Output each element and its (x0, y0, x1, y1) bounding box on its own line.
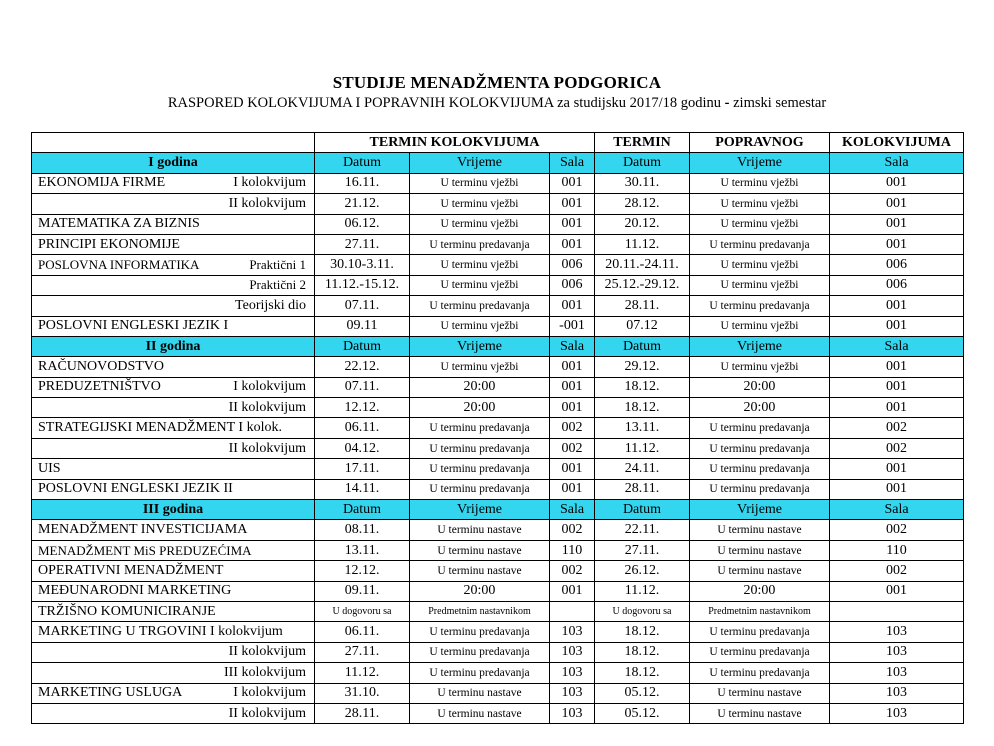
retake-date: U dogovoru sa (595, 601, 690, 621)
retake-time: U terminu predavanja (690, 663, 830, 683)
subject-cell-content (32, 297, 314, 315)
subject-cell-content (32, 215, 314, 233)
retake-date: 18.12. (595, 377, 690, 397)
table-row (32, 581, 964, 601)
retake-date: 27.11. (595, 540, 690, 560)
subject-name: STRATEGIJSKI MENADŽMENT I kolok. (38, 420, 282, 436)
table-row (32, 275, 964, 295)
subject-name: MARKETING U TRGOVINI I kolokvijum (38, 624, 283, 640)
exam-time: U terminu vježbi (410, 173, 550, 193)
subject-cell (32, 479, 315, 499)
subject-cell (32, 622, 315, 642)
retake-date: 28.11. (595, 296, 690, 316)
subject-cell-content (32, 256, 314, 274)
retake-date: 18.12. (595, 398, 690, 418)
exam-room: 001 (550, 296, 595, 316)
retake-room: 006 (830, 275, 964, 295)
retake-room: 103 (830, 642, 964, 662)
retake-date: 11.12. (595, 581, 690, 601)
exam-room: 001 (550, 459, 595, 479)
retake-room: 001 (830, 459, 964, 479)
column-header-vrijeme: Vrijeme (410, 153, 550, 173)
exam-room: 001 (550, 194, 595, 214)
exam-room: 002 (550, 520, 595, 540)
retake-room: 001 (830, 581, 964, 601)
retake-room: 103 (830, 683, 964, 703)
subject-cell (32, 214, 315, 234)
subject-cell-content (32, 542, 314, 560)
exam-date: 30.10-3.11. (315, 255, 410, 275)
column-header-vrijeme: Vrijeme (410, 336, 550, 356)
column-header-vrijeme: Vrijeme (690, 153, 830, 173)
column-header-datum: Datum (595, 153, 690, 173)
subject-name: PRINCIPI EKONOMIJE (38, 236, 180, 252)
exam-room: 001 (550, 377, 595, 397)
header-termin-kolokvijuma: TERMIN KOLOKVIJUMA (315, 133, 595, 153)
table-row (32, 357, 964, 377)
retake-time: U terminu vježbi (690, 194, 830, 214)
group-header-row (32, 336, 964, 356)
subject-name: POSLOVNI ENGLESKI JEZIK II (38, 481, 233, 497)
exam-time: U terminu nastave (410, 703, 550, 723)
exam-date: 06.12. (315, 214, 410, 234)
retake-date: 05.12. (595, 683, 690, 703)
retake-room: 001 (830, 316, 964, 336)
exam-room: 006 (550, 275, 595, 295)
retake-time: 20:00 (690, 581, 830, 601)
subject-cell (32, 683, 315, 703)
retake-time: U terminu predavanja (690, 234, 830, 254)
retake-date: 18.12. (595, 622, 690, 642)
exam-room: 001 (550, 234, 595, 254)
subject-cell-content (32, 195, 314, 213)
exam-time: U terminu vježbi (410, 214, 550, 234)
retake-room: 001 (830, 377, 964, 397)
table-row (32, 316, 964, 336)
exam-room: 006 (550, 255, 595, 275)
exam-date: 27.11. (315, 642, 410, 662)
retake-date: 28.12. (595, 194, 690, 214)
retake-time: U terminu predavanja (690, 479, 830, 499)
subject-cell (32, 418, 315, 438)
exam-time: 20:00 (410, 398, 550, 418)
retake-date: 30.11. (595, 173, 690, 193)
exam-time: U terminu vježbi (410, 255, 550, 275)
retake-room: 103 (830, 663, 964, 683)
subject-cell (32, 642, 315, 662)
retake-time: U terminu vježbi (690, 357, 830, 377)
subject-cell-content (32, 378, 314, 396)
exam-date: 27.11. (315, 234, 410, 254)
retake-time: U terminu predavanja (690, 418, 830, 438)
column-header-sala: Sala (550, 500, 595, 520)
subject-part: II kolokvijum (228, 644, 306, 660)
exam-date: 31.10. (315, 683, 410, 703)
table-row (32, 377, 964, 397)
exam-time: U terminu vježbi (410, 316, 550, 336)
exam-date: 13.11. (315, 540, 410, 560)
subject-name: MENADŽMENT MiS PREDUZEĆIMA (38, 542, 252, 558)
exam-time: U terminu predavanja (410, 438, 550, 458)
column-header-sala: Sala (830, 500, 964, 520)
exam-room (550, 601, 595, 621)
retake-date: 28.11. (595, 479, 690, 499)
exam-room: 103 (550, 703, 595, 723)
subject-cell (32, 520, 315, 540)
subject-cell-content (32, 603, 314, 621)
subject-cell-content (32, 705, 314, 723)
exam-time: U terminu predavanja (410, 622, 550, 642)
subject-name: MEĐUNARODNI MARKETING (38, 583, 232, 599)
exam-time: U terminu vježbi (410, 275, 550, 295)
header-kolokvijuma: KOLOKVIJUMA (830, 133, 964, 153)
exam-date: 06.11. (315, 622, 410, 642)
retake-time: U terminu nastave (690, 540, 830, 560)
retake-time: U terminu nastave (690, 683, 830, 703)
subject-cell-content (32, 460, 314, 478)
subject-part: II kolokvijum (228, 705, 306, 721)
subject-cell (32, 255, 315, 275)
subject-name: RAČUNOVODSTVO (38, 358, 165, 374)
retake-time: U terminu predavanja (690, 438, 830, 458)
exam-time: U terminu nastave (410, 520, 550, 540)
column-header-vrijeme: Vrijeme (410, 500, 550, 520)
subject-part: II kolokvijum (228, 440, 306, 456)
column-header-datum: Datum (595, 336, 690, 356)
retake-date: 18.12. (595, 663, 690, 683)
subject-name: TRŽIŠNO KOMUNICIRANJE (38, 603, 216, 619)
exam-time: 20:00 (410, 377, 550, 397)
table-row (32, 438, 964, 458)
exam-date: 14.11. (315, 479, 410, 499)
retake-room: 110 (830, 540, 964, 560)
exam-date: 12.12. (315, 561, 410, 581)
exam-date: 17.11. (315, 459, 410, 479)
retake-date: 11.12. (595, 438, 690, 458)
subject-cell (32, 561, 315, 581)
retake-room: 006 (830, 255, 964, 275)
table-row (32, 398, 964, 418)
column-header-datum: Datum (595, 500, 690, 520)
exam-date: 09.11. (315, 581, 410, 601)
table-header-top (32, 133, 964, 153)
exam-date: 21.12. (315, 194, 410, 214)
subject-cell (32, 173, 315, 193)
subject-cell-content (32, 664, 314, 682)
retake-time: U terminu nastave (690, 703, 830, 723)
retake-date: 22.11. (595, 520, 690, 540)
exam-date: 11.12.-15.12. (315, 275, 410, 295)
retake-time: U terminu predavanja (690, 459, 830, 479)
retake-time: 20:00 (690, 377, 830, 397)
table-row (32, 459, 964, 479)
retake-room: 103 (830, 622, 964, 642)
subtitle-main: RASPORED KOLOKVIJUMA I POPRAVNIH KOLOKVIJUMA za studijsku 2017/18 godinu (167, 95, 722, 111)
subject-cell-content (32, 684, 314, 702)
subject-name: MARKETING USLUGA (38, 685, 183, 701)
subtitle-separator: - (721, 95, 734, 111)
table-row (32, 296, 964, 316)
document-title: STUDIJE MENADŽMENTA PODGORICA (332, 73, 662, 92)
subject-cell (32, 234, 315, 254)
table-row (32, 194, 964, 214)
subject-cell (32, 377, 315, 397)
document-subtitle (0, 95, 994, 112)
retake-room: 001 (830, 194, 964, 214)
table-row (32, 622, 964, 642)
retake-time: U terminu vježbi (690, 255, 830, 275)
retake-room: 001 (830, 296, 964, 316)
exam-room: 001 (550, 214, 595, 234)
retake-room: 002 (830, 561, 964, 581)
exam-date: 12.12. (315, 398, 410, 418)
column-header-sala: Sala (830, 153, 964, 173)
retake-room: 001 (830, 479, 964, 499)
subject-cell (32, 398, 315, 418)
exam-time: 20:00 (410, 581, 550, 601)
exam-time: U terminu vježbi (410, 194, 550, 214)
retake-room: 002 (830, 520, 964, 540)
exam-date: 11.12. (315, 663, 410, 683)
retake-date: 29.12. (595, 357, 690, 377)
retake-time: 20:00 (690, 398, 830, 418)
exam-room: 001 (550, 398, 595, 418)
table-row (32, 255, 964, 275)
subject-cell (32, 601, 315, 621)
subject-name: MATEMATIKA ZA BIZNIS (38, 216, 200, 232)
exam-date: 09.11 (315, 316, 410, 336)
retake-room: 001 (830, 214, 964, 234)
subject-cell (32, 540, 315, 560)
retake-time: U terminu nastave (690, 561, 830, 581)
subject-part: I kolokvijum (233, 379, 306, 395)
subject-part: II kolokvijum (228, 195, 306, 211)
exam-time: U terminu predavanja (410, 418, 550, 438)
exam-date: 08.11. (315, 520, 410, 540)
retake-room: 002 (830, 418, 964, 438)
subject-cell-content (32, 521, 314, 539)
subject-name: POSLOVNI ENGLESKI JEZIK I (38, 318, 229, 334)
subject-cell (32, 275, 315, 295)
subject-cell-content (32, 276, 314, 294)
exam-time: U terminu predavanja (410, 459, 550, 479)
subject-cell-content (32, 562, 314, 580)
exam-room: 103 (550, 622, 595, 642)
retake-time: U terminu predavanja (690, 642, 830, 662)
exam-time: U terminu predavanja (410, 479, 550, 499)
retake-date: 20.11.-24.11. (595, 255, 690, 275)
retake-time: U terminu vježbi (690, 214, 830, 234)
subject-cell-content (32, 174, 314, 192)
table-row (32, 642, 964, 662)
group-label: II godina (32, 336, 315, 356)
retake-room: 001 (830, 398, 964, 418)
retake-room (830, 601, 964, 621)
table-row (32, 683, 964, 703)
subject-part: Praktični 2 (249, 277, 306, 293)
table-row (32, 173, 964, 193)
column-header-datum: Datum (315, 336, 410, 356)
exam-date: 06.11. (315, 418, 410, 438)
subject-name: UIS (38, 460, 61, 476)
exam-room: -001 (550, 316, 595, 336)
exam-room: 001 (550, 479, 595, 499)
retake-date: 18.12. (595, 642, 690, 662)
subject-cell-content (32, 358, 314, 376)
retake-date: 11.12. (595, 234, 690, 254)
group-label: I godina (32, 153, 315, 173)
exam-room: 110 (550, 540, 595, 560)
table-row (32, 561, 964, 581)
exam-date: 16.11. (315, 173, 410, 193)
subject-cell (32, 194, 315, 214)
exam-room: 002 (550, 561, 595, 581)
retake-time: Predmetnim nastavnikom (690, 601, 830, 621)
retake-time: U terminu vježbi (690, 173, 830, 193)
retake-time: U terminu predavanja (690, 622, 830, 642)
subject-cell-content (32, 643, 314, 661)
subject-cell-content (32, 440, 314, 458)
retake-time: U terminu predavanja (690, 296, 830, 316)
header-popravnog: POPRAVNOG (690, 133, 830, 153)
group-label: III godina (32, 500, 315, 520)
column-header-sala: Sala (830, 336, 964, 356)
exam-room: 001 (550, 173, 595, 193)
subject-name: PREDUZETNIŠTVO (38, 379, 161, 395)
exam-time: U terminu nastave (410, 683, 550, 703)
exam-date: 04.12. (315, 438, 410, 458)
exam-time: U terminu predavanja (410, 234, 550, 254)
table-row (32, 520, 964, 540)
table-row (32, 234, 964, 254)
table-row (32, 540, 964, 560)
exam-time: U terminu vježbi (410, 357, 550, 377)
exam-time: Predmetnim nastavnikom (410, 601, 550, 621)
subject-part: II kolokvijum (228, 399, 306, 415)
subject-part: Praktični 1 (249, 257, 306, 273)
table-row (32, 601, 964, 621)
exam-date: 07.11. (315, 377, 410, 397)
column-header-datum: Datum (315, 500, 410, 520)
exam-room: 103 (550, 642, 595, 662)
subject-cell (32, 316, 315, 336)
retake-date: 25.12.-29.12. (595, 275, 690, 295)
retake-date: 20.12. (595, 214, 690, 234)
retake-room: 103 (830, 703, 964, 723)
retake-date: 24.11. (595, 459, 690, 479)
exam-room: 103 (550, 663, 595, 683)
column-header-vrijeme: Vrijeme (690, 336, 830, 356)
exam-date: 07.11. (315, 296, 410, 316)
column-header-sala: Sala (550, 153, 595, 173)
group-header-row (32, 153, 964, 173)
column-header-datum: Datum (315, 153, 410, 173)
header-termin: TERMIN (595, 133, 690, 153)
subject-cell (32, 438, 315, 458)
column-header-sala: Sala (550, 336, 595, 356)
exam-room: 103 (550, 683, 595, 703)
retake-room: 001 (830, 173, 964, 193)
subject-name: OPERATIVNI MENADŽMENT (38, 562, 224, 578)
subject-cell-content (32, 623, 314, 641)
subject-name: EKONOMIJA FIRME (38, 175, 166, 191)
retake-time: U terminu vježbi (690, 275, 830, 295)
subject-part: III kolokvijum (223, 664, 306, 680)
retake-date: 07.12 (595, 316, 690, 336)
subject-name: MENADŽMENT INVESTICIJAMA (38, 522, 248, 538)
retake-time: U terminu nastave (690, 520, 830, 540)
exam-room: 002 (550, 418, 595, 438)
exam-time: U terminu predavanja (410, 642, 550, 662)
retake-room: 001 (830, 357, 964, 377)
exam-time: U terminu predavanja (410, 296, 550, 316)
subtitle-semester: zimski semestar (733, 95, 827, 111)
exam-date: 28.11. (315, 703, 410, 723)
subject-part: I kolokvijum (233, 175, 306, 191)
subject-cell-content (32, 480, 314, 498)
subject-cell (32, 296, 315, 316)
subject-name: POSLOVNA INFORMATIKA (38, 257, 200, 273)
subject-cell (32, 357, 315, 377)
exam-room: 001 (550, 357, 595, 377)
subject-cell-content (32, 236, 314, 254)
table-row (32, 663, 964, 683)
table-row (32, 214, 964, 234)
retake-time: U terminu vježbi (690, 316, 830, 336)
subject-part: I kolokvijum (233, 685, 306, 701)
column-header-vrijeme: Vrijeme (690, 500, 830, 520)
retake-date: 13.11. (595, 418, 690, 438)
exam-time: U terminu predavanja (410, 663, 550, 683)
subject-cell (32, 703, 315, 723)
subject-cell (32, 663, 315, 683)
table-row (32, 418, 964, 438)
retake-room: 002 (830, 438, 964, 458)
schedule-table (31, 132, 964, 724)
exam-time: U terminu nastave (410, 561, 550, 581)
retake-date: 05.12. (595, 703, 690, 723)
retake-room: 001 (830, 234, 964, 254)
exam-date: U dogovoru sa (315, 601, 410, 621)
subject-cell (32, 459, 315, 479)
exam-time: U terminu nastave (410, 540, 550, 560)
table-row (32, 479, 964, 499)
retake-date: 26.12. (595, 561, 690, 581)
exam-room: 002 (550, 438, 595, 458)
subject-cell-content (32, 317, 314, 335)
exam-date: 22.12. (315, 357, 410, 377)
group-header-row (32, 500, 964, 520)
subject-cell-content (32, 582, 314, 600)
subject-cell-content (32, 399, 314, 417)
subject-cell-content (32, 419, 314, 437)
subject-part: Teorijski dio (235, 297, 306, 313)
table-row (32, 703, 964, 723)
subject-cell (32, 581, 315, 601)
exam-room: 001 (550, 581, 595, 601)
